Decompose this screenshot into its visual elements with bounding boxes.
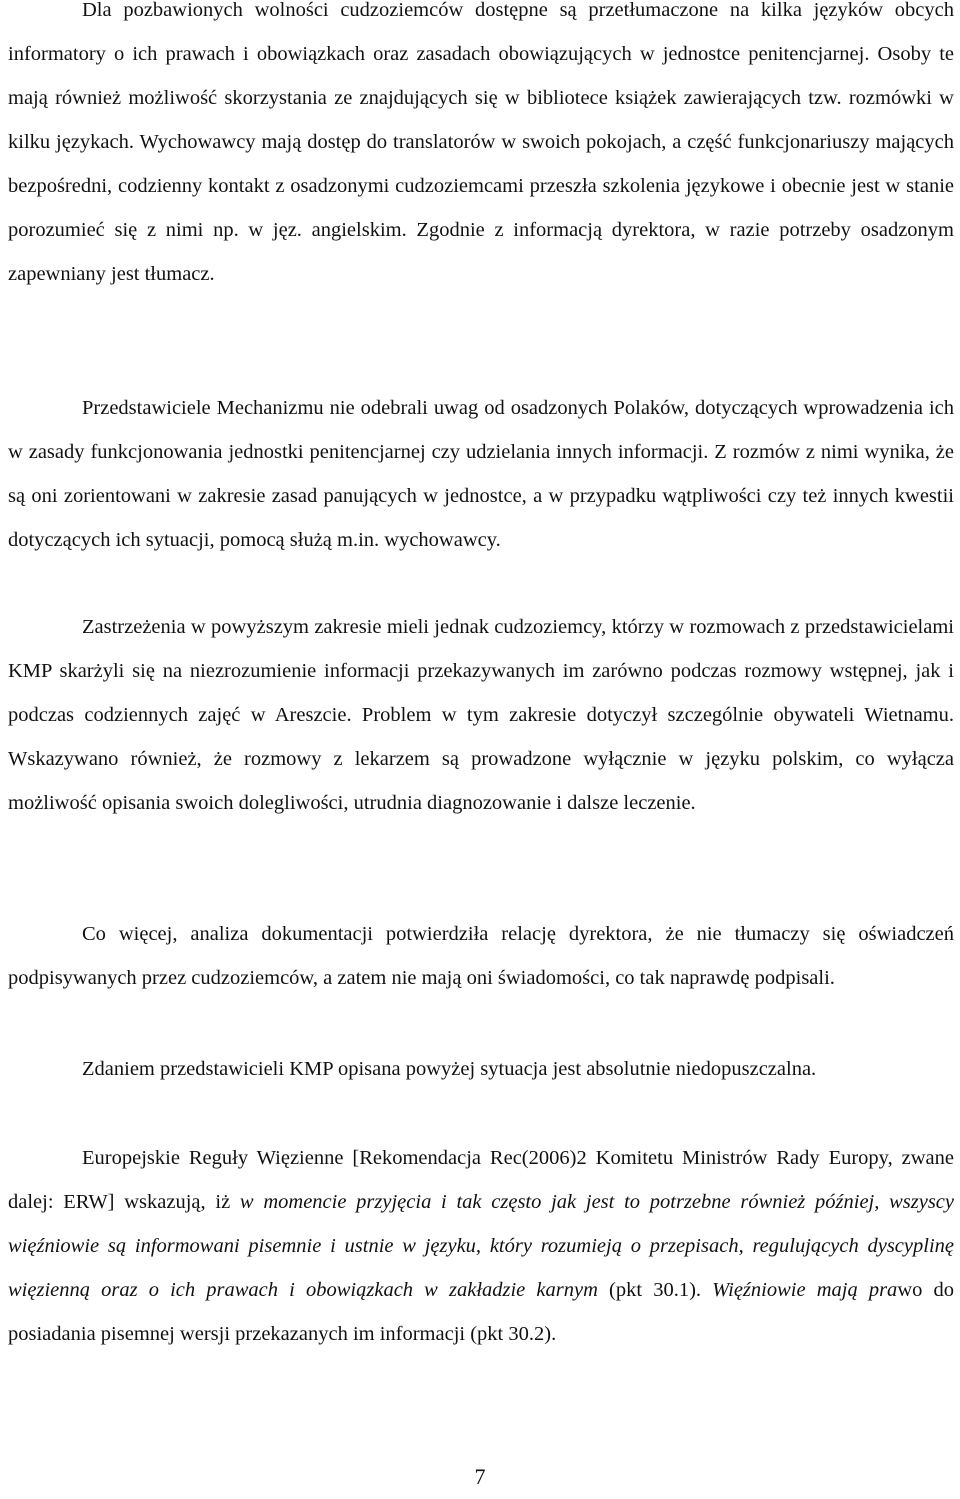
paragraph-polish-inmates: Przedstawiciele Mechanizmu nie odebrali uwag od osadzonych Polaków, dotyczących wprowadzenia ich w zasady funkcjonowania jednostki penitencjarnej czy udzielania innych informacji. Z rozmów z nimi wynika, że są oni zorientowani w zakresie zasad panujących w jednostce, a w przypadku wątpliwości czy też innych kwestii dotyczących ich sytuacji, pomocą służą m.in. wychowawcy. [8, 397, 954, 551]
erw-quote-30-1: w momencie przyjęcia i tak często jak jest to potrzebne również później, wszyscy więźniowie są informowani pisemnie i ustnie w języku, który rozumieją o przepisach, regulujących dyscyplinę więzienną oraz o ich prawach i obowiązkach w zakładzie karnym [8, 1191, 955, 1301]
paragraph-european-prison-rules [8, 1136, 954, 1356]
paragraph-foreigners-complaints: Zastrzeżenia w powyższym zakresie mieli jednak cudzoziemcy, którzy w rozmowach z przedstawicielami KMP skarżyli się na niezrozumienie informacji przekazywanych im zarówno podczas rozmowy wstępnej, jak i podczas codziennych zajęć w Areszcie. Problem w tym zakresie dotyczył szczególnie obywateli Wietnamu. Wskazywano również, że rozmowy z lekarzem są prowadzone wyłącznie w języku polskim, co wyłącza możliwość opisania swoich dolegliwości, utrudnia diagnozowanie i dalsze leczenie. [8, 616, 954, 814]
erw-quote-30-2-start: Więźniowie mają pra [712, 1279, 898, 1301]
erw-text-30-2: wo do posiadania pisemnej wersji przekazanych im informacji (pkt 30.2). [8, 1279, 955, 1345]
erw-text-intro: Europejskie Reguły Więzienne [Rekomendacja Rec(2006)2 Komitetu Ministrów Rady Europy, zwane dalej: ERW] wskazują, iż [8, 1147, 954, 1213]
erw-reference-30-1: (pkt 30.1). [597, 1279, 713, 1301]
paragraph-kmp-opinion: Zdaniem przedstawicieli KMP opisana powyżej sytuacja jest absolutnie niedopuszczalna. [82, 1058, 817, 1080]
page-number: 7 [474, 1464, 486, 1489]
paragraph-foreigners-information: Dla pozbawionych wolności cudzoziemców dostępne są przetłumaczone na kilka języków obcych informatory o ich prawach i obowiązkach oraz zasadach obowiązujących w jednostce penitencjarnej. Osoby te mają również możliwość skorzystania ze znajdujących się w bibliotece książek zawierających tzw. rozmówki w kilku językach. Wychowawcy mają dostęp do translatorów w swoich pokojach, a część funkcjonariuszy mających bezpośredni, codzienny kontakt z osadzonymi cudzoziemcami przeszła szkolenia językowe i obecnie jest w stanie porozumieć się z nimi np. w jęz. angielskim. Zgodnie z informacją dyrektora, w razie potrzeby osadzonym zapewniany jest tłumacz. [8, 0, 954, 285]
paragraph-documentation-analysis: Co więcej, analiza dokumentacji potwierdziła relację dyrektora, że nie tłumaczy się oświadczeń podpisywanych przez cudzoziemców, a zatem nie mają oni świadomości, co tak naprawdę podpisali. [8, 923, 954, 989]
